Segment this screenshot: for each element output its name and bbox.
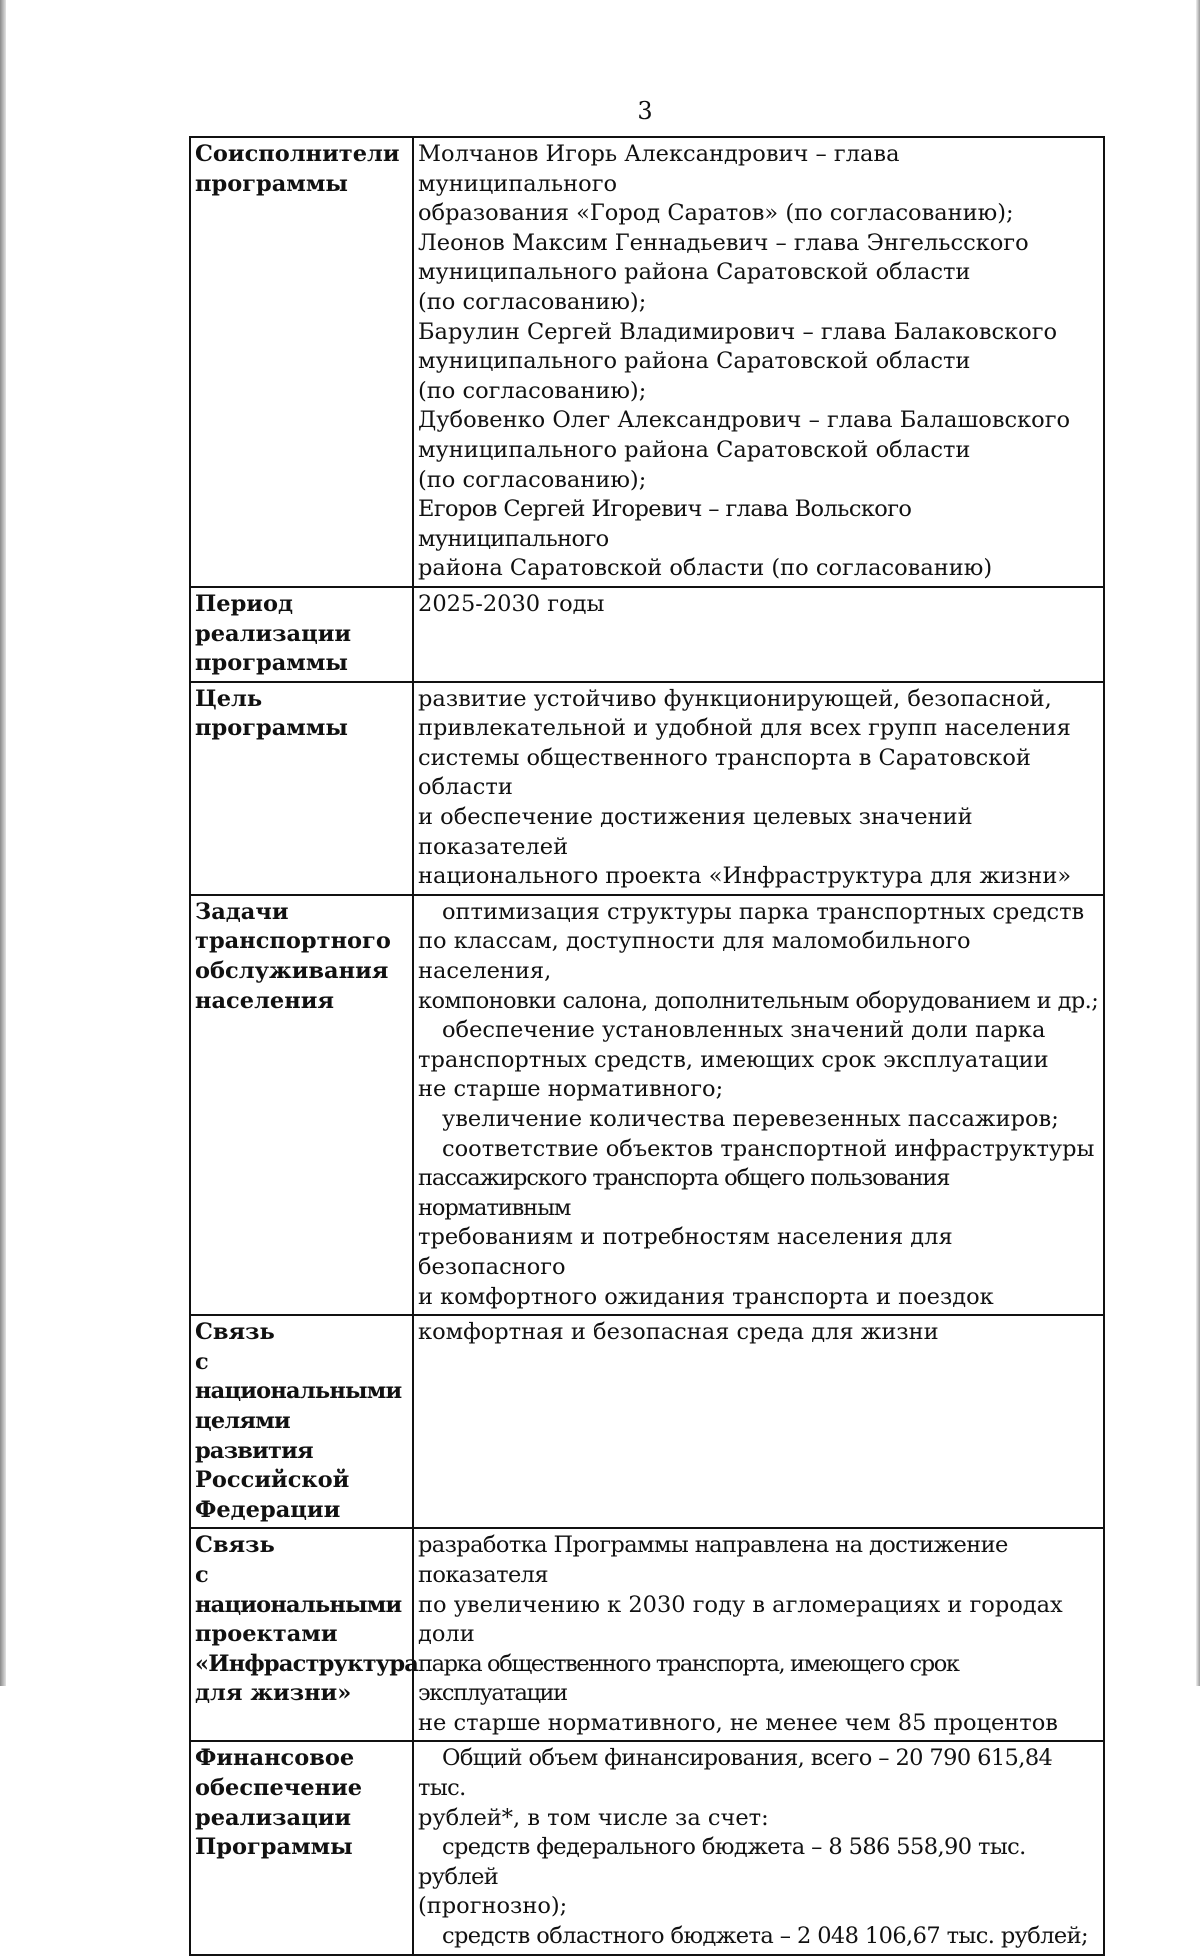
label-line: проектами [195, 1621, 338, 1648]
content-line: Дубовенко Олег Александрович – глава Балашовского [418, 407, 1071, 434]
content-line: привлекательной и удобной для всех групп населения [418, 715, 1071, 742]
label-line: Финансовое [195, 1745, 355, 1772]
row-content [413, 1528, 1104, 1741]
label-line: Связь [195, 1319, 275, 1346]
content-line: (по согласованию); [418, 466, 647, 493]
page-number: 3 [637, 97, 653, 125]
content-line: транспортных средств, имеющих срок эксплуатации [418, 1046, 1049, 1073]
row-content [413, 1315, 1104, 1528]
row-content [413, 682, 1104, 895]
content-line: и обеспечение достижения целевых значений показателей [418, 804, 973, 860]
scan-edge-right [1196, 0, 1200, 1686]
content-line: (по согласованию); [418, 288, 647, 315]
label-line: для жизни» [195, 1680, 352, 1707]
content-line: компоновки салона, дополнительным оборудованием и др.; [418, 987, 1099, 1014]
row-label [190, 1741, 413, 1954]
content-line: Леонов Максим Геннадьевич – глава Энгельсского [418, 229, 1029, 256]
label-line: Связь [195, 1532, 275, 1559]
row-period [190, 587, 1104, 682]
content-line: парка общественного транспорта, имеющего срок эксплуатации [418, 1650, 959, 1707]
content-line: Общий объем финансирования, всего – 20 790 615,84 тыс. [418, 1745, 1053, 1802]
content-line: 2025-2030 годы [418, 590, 605, 617]
content-line: Егоров Сергей Игоревич – глава Вольского муниципального [418, 496, 912, 552]
scan-edge-left [0, 0, 6, 1686]
label-line: обеспечение [195, 1775, 363, 1802]
row-label [190, 682, 413, 895]
content-line: увеличение количества перевезенных пассажиров; [442, 1106, 1059, 1132]
label-line: с национальными [195, 1348, 402, 1405]
content-line: обеспечение установленных значений доли парка [442, 1017, 1046, 1044]
label-line: Цель программы [195, 685, 348, 742]
content-line: района Саратовской области (по согласованию) [418, 555, 993, 582]
content-line: пассажирского транспорта общего пользования нормативным [418, 1165, 950, 1221]
row-content [413, 1741, 1104, 1954]
label-line: реализации [195, 620, 352, 647]
content-line: системы общественного транспорта в Саратовской области [418, 744, 1031, 801]
content-line: соответствие объектов транспортной инфраструктуры [442, 1135, 1095, 1162]
content-line: и комфортного ожидания транспорта и поездок [418, 1283, 994, 1310]
content-line: национального проекта «Инфраструктура для жизни» [418, 863, 1072, 890]
content-line: разработка Программы направлена на достижение показателя [418, 1532, 1008, 1588]
row-content [413, 137, 1104, 587]
label-line: «Инфраструктура [195, 1650, 419, 1677]
label-line: обслуживания [195, 958, 389, 985]
content-line: (прогнозно); [418, 1893, 568, 1920]
label-line: Федерации [195, 1496, 341, 1523]
row-label [190, 895, 413, 1315]
content-line: Барулин Сергей Владимирович – глава Балаковского [418, 318, 1058, 345]
content-line: требованиям и потребностям населения для безопасного [418, 1224, 953, 1280]
row-goal [190, 682, 1104, 895]
label-line: Программы [195, 1834, 353, 1861]
label-line: программы [195, 650, 348, 677]
row-content [413, 587, 1104, 682]
row-national-goals [190, 1315, 1104, 1528]
content-line: Молчанов Игорь Александрович – глава муниципального [418, 141, 900, 197]
label-line: с национальными [195, 1561, 402, 1618]
label-line: программы [195, 170, 348, 197]
label-line: Задачи [195, 898, 289, 925]
label-line: Период [195, 590, 293, 617]
row-financing [190, 1741, 1104, 1954]
content-line: по классам, доступности для маломобильного населения, [418, 928, 971, 985]
row-label [190, 1315, 413, 1528]
label-line: населения [195, 987, 335, 1014]
content-line: средств областного бюджета – 2 048 106,67 тыс. рублей; [442, 1923, 1089, 1950]
content-line: муниципального района Саратовской области [418, 436, 971, 463]
content-line: муниципального района Саратовской области [418, 348, 971, 375]
content-line: комфортная и безопасная среда для жизни [418, 1319, 939, 1346]
content-line: не старше нормативного; [418, 1076, 724, 1103]
row-content [413, 895, 1104, 1315]
label-line: Российской [195, 1467, 350, 1494]
content-line: по увеличению к 2030 году в агломерациях и городах доли [418, 1591, 1063, 1648]
content-line: не старше нормативного, не менее чем 85 процентов [418, 1709, 1058, 1736]
program-passport-table [189, 136, 1105, 1956]
row-label [190, 1528, 419, 1741]
label-line: транспортного [195, 928, 391, 955]
content-line: рублей*, в том числе за счет: [418, 1804, 769, 1831]
content-line: образования «Город Саратов» (по согласованию); [418, 200, 1014, 227]
content-line: муниципального района Саратовской области [418, 259, 971, 286]
row-tasks [190, 895, 1104, 1315]
content-line: средств федерального бюджета – 8 586 558,90 тыс. рублей [418, 1834, 1026, 1890]
row-national-projects [190, 1528, 1104, 1741]
row-label [190, 587, 413, 682]
label-line: Соисполнители [195, 141, 400, 167]
label-line: целями развития [195, 1407, 313, 1464]
label-line: реализации [195, 1804, 352, 1831]
row-label [190, 137, 413, 587]
row-co-executors [190, 137, 1104, 587]
content-line: развитие устойчиво функционирующей, безопасной, [418, 685, 1052, 712]
content-line: оптимизация структуры парка транспортных средств [442, 898, 1085, 925]
content-line: (по согласованию); [418, 377, 647, 404]
